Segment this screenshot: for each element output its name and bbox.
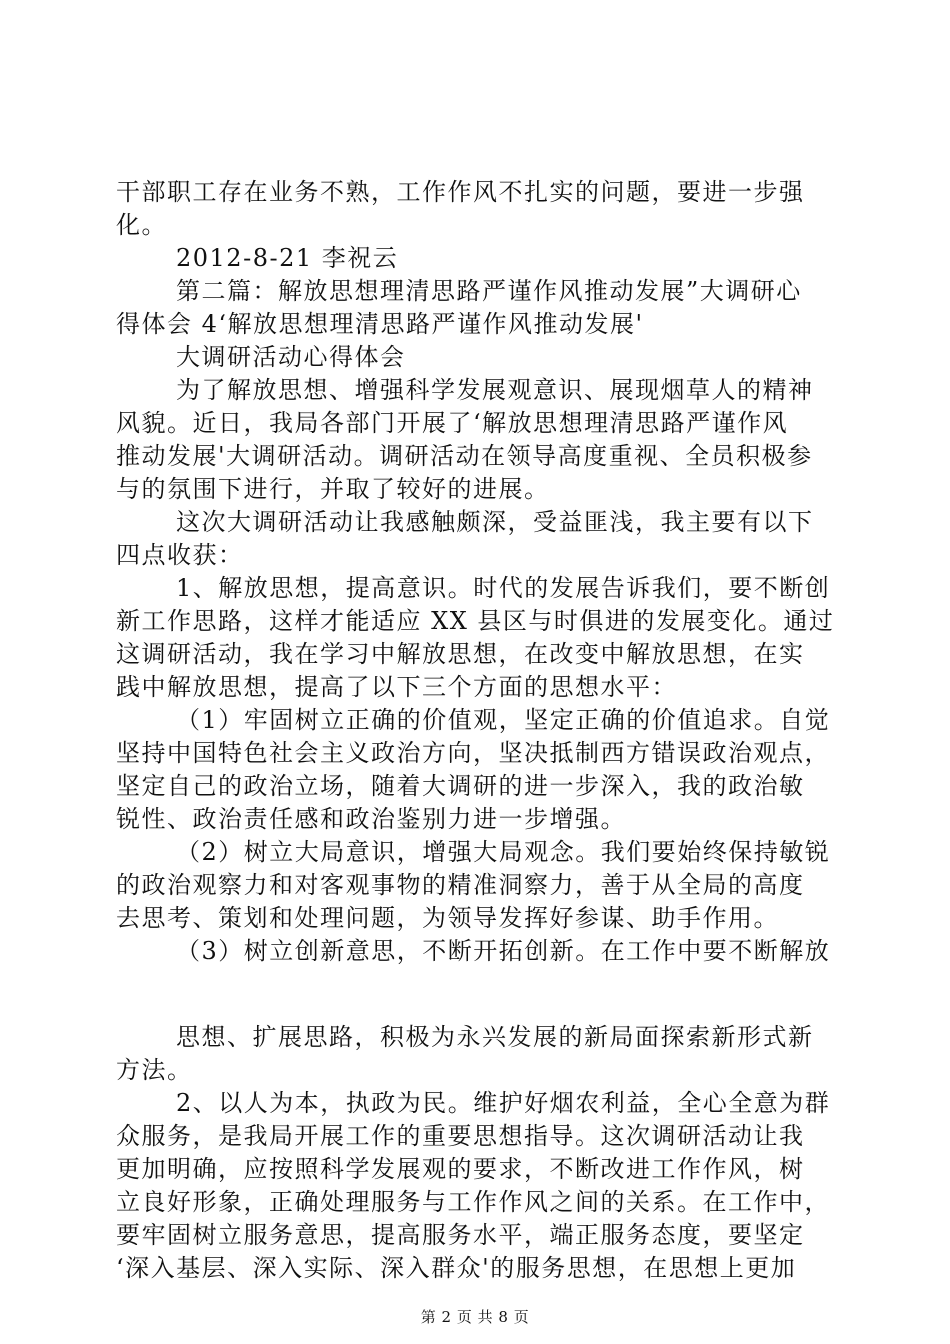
text-line: 立良好形象，正确处理服务与工作作风之间的关系。在工作中， <box>116 1188 830 1216</box>
text-line: 方法。 <box>116 1056 193 1084</box>
text-line: （1）牢固树立正确的价值观，坚定正确的价值追求。自觉 <box>176 706 831 734</box>
text-line: 2、以人为本，执政为民。维护好烟农利益，全心全意为群 <box>176 1089 831 1117</box>
text-line: （3）树立创新意思，不断开拓创新。在工作中要不断解放 <box>176 937 831 965</box>
page-number-footer: 第 2 页 共 8 页 <box>420 1308 530 1326</box>
text-line: 四点收获： <box>116 541 244 569</box>
text-line: 众服务，是我局开展工作的重要思想指导。这次调研活动让我 <box>116 1122 805 1150</box>
text-line: 化。 <box>116 211 167 239</box>
text-line: 为了解放思想、增强科学发展观意识、展现烟草人的精神 <box>176 376 814 404</box>
text-line: 大调研活动心得体会 <box>176 343 406 371</box>
text-line: 这调研活动，我在学习中解放思想，在改变中解放思想，在实 <box>116 640 805 668</box>
text-line: 坚持中国特色社会主义政治方向，坚决抵制西方错误政治观点， <box>116 739 830 767</box>
text-line: 这次大调研活动让我感触颇深，受益匪浅，我主要有以下 <box>176 508 814 536</box>
text-line: 第二篇：解放思想理清思路严谨作风推动发展”大调研心 <box>176 277 802 305</box>
text-line: 去思考、策划和处理问题，为领导发挥好参谋、助手作用。 <box>116 904 779 932</box>
text-line: 要牢固树立服务意思，提高服务水平，端正服务态度，要坚定 <box>116 1221 805 1249</box>
text-line: 2012-8-21 李祝云 <box>176 244 399 272</box>
text-line: 锐性、政治责任感和政治鉴别力进一步增强。 <box>116 805 626 833</box>
text-line: 新工作思路，这样才能适应 XX 县区与时俱进的发展变化。通过 <box>116 607 835 635</box>
text-line: 推动发展'大调研活动。调研活动在领导高度重视、全员积极参 <box>116 442 813 470</box>
text-line: 坚定自己的政治立场，随着大调研的进一步深入，我的政治敏 <box>116 772 805 800</box>
text-line: 干部职工存在业务不熟，工作作风不扎实的问题，要进一步强 <box>116 178 805 206</box>
text-line: ‘深入基层、深入实际、深入群众'的服务思想，在思想上更加 <box>116 1254 797 1282</box>
text-line: 思想、扩展思路，积极为永兴发展的新局面探索新形式新 <box>176 1023 814 1051</box>
text-line: 得体会 4‘解放思想理清思路严谨作风推动发展' <box>116 310 644 338</box>
text-line: 风貌。近日，我局各部门开展了‘解放思想理清思路严谨作风 <box>116 409 789 437</box>
text-line: （2）树立大局意识，增强大局观念。我们要始终保持敏锐 <box>176 838 831 866</box>
text-line: 更加明确，应按照科学发展观的要求，不断改进工作作风，树 <box>116 1155 805 1183</box>
text-line: 1、解放思想，提高意识。时代的发展告诉我们，要不断创 <box>176 574 831 602</box>
text-line: 的政治观察力和对客观事物的精准洞察力，善于从全局的高度 <box>116 871 805 899</box>
text-line: 践中解放思想，提高了以下三个方面的思想水平： <box>116 673 677 701</box>
text-line: 与的氛围下进行，并取了较好的进展。 <box>116 475 550 503</box>
